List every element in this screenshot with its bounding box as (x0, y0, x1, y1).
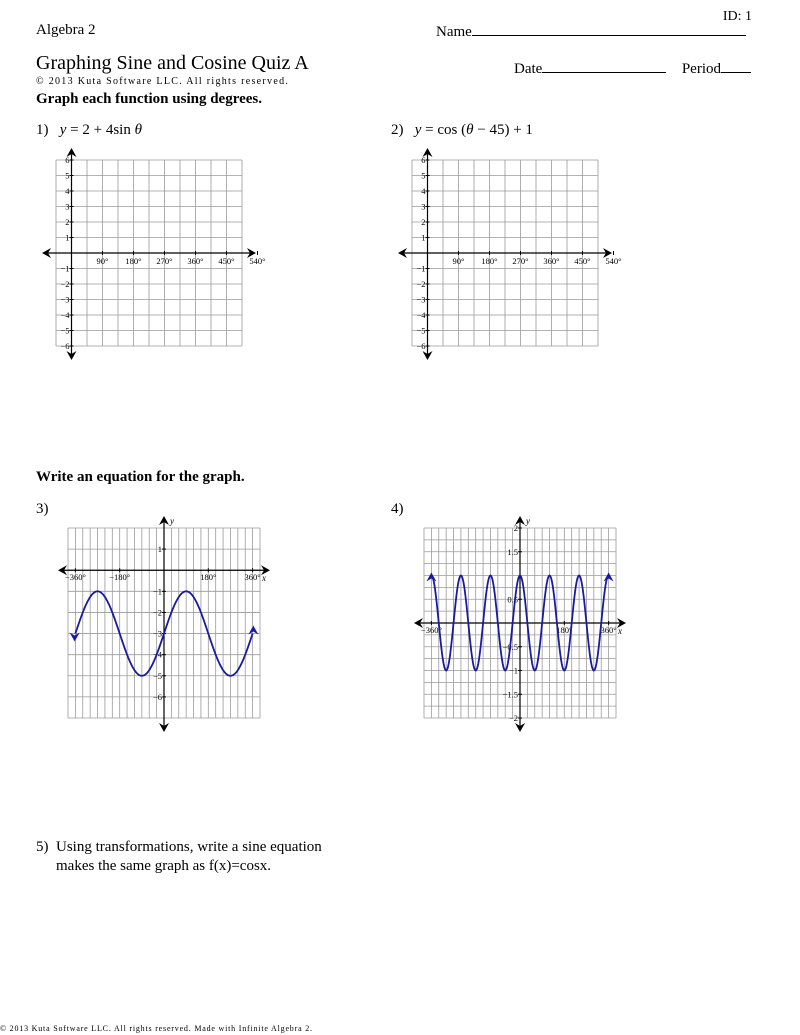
y-axis-label: y (170, 516, 174, 526)
problem-1-label (36, 122, 142, 139)
problem-5-line2: makes the same graph as f(x)=cosx. (56, 858, 272, 874)
name-blank[interactable] (472, 21, 746, 36)
x-tick-label: 360° (244, 572, 261, 583)
y-tick-label: −4 (416, 310, 426, 320)
eq-body: = 2 + 4sin (66, 122, 135, 138)
x-tick-label: 450° (574, 256, 591, 266)
eq-theta: θ (466, 122, 474, 138)
footer: © 2013 Kuta Software LLC. All rights reserved. Made with Infinite Algebra 2. (0, 1024, 313, 1033)
y-tick-label: −3 (152, 628, 162, 639)
y-tick-label: −1.5 (502, 689, 518, 700)
problem-5 (36, 838, 356, 876)
period-label: Period (681, 61, 721, 77)
x-tick-label: 540° (605, 256, 622, 266)
y-tick-label: 1.5 (507, 546, 518, 557)
y-tick-label: 1 (65, 232, 70, 243)
y-tick-label: −5 (152, 670, 162, 681)
eq-theta: θ (134, 122, 142, 138)
problem-1-graph-grid[interactable] (40, 148, 270, 368)
y-tick-label: 6 (65, 155, 70, 165)
y-tick-label: 2 (513, 523, 518, 533)
problem-number: 2) (391, 122, 404, 138)
problem-5-line1: Using transformations, write a sine equation (56, 839, 322, 855)
x-tick-label: 180° (481, 256, 498, 266)
y-tick-label: −4 (152, 649, 162, 660)
problem-1-equation (52, 122, 142, 138)
y-tick-label: 2 (65, 217, 70, 227)
eq-var: y (59, 122, 67, 138)
y-tick-label: −1 (152, 586, 162, 597)
y-tick-label: −3 (416, 294, 426, 305)
copyright: © 2013 Kuta Software LLC. All rights reserved. (36, 76, 290, 87)
x-tick-label: 540° (249, 256, 266, 266)
x-tick-label: 360° (543, 256, 560, 266)
y-tick-label: −1 (508, 665, 518, 676)
x-tick-label: 270° (156, 256, 173, 266)
name-label: Name (436, 24, 472, 40)
problem-3-graph (52, 512, 282, 742)
y-axis-label: y (526, 516, 530, 526)
problem-3-number: 3) (36, 501, 49, 517)
name-field[interactable] (436, 21, 746, 41)
y-tick-label: −1 (416, 263, 426, 274)
y-tick-label: −6 (152, 691, 162, 702)
x-tick-label: −360° (420, 625, 442, 635)
y-tick-label: 4 (421, 186, 426, 196)
problem-4-graph (408, 512, 638, 732)
x-tick-label: 360° (187, 256, 204, 266)
section1-instruction: Graph each function using degrees. (36, 91, 262, 107)
y-tick-label: −2 (416, 279, 426, 289)
problem-2-label (391, 122, 533, 139)
x-tick-label: 180° (556, 625, 573, 635)
problem-5-number: 5) (36, 839, 49, 855)
y-tick-label: −4 (60, 310, 70, 320)
eq-tail: − 45) + 1 (473, 122, 533, 138)
x-tick-label: 270° (512, 256, 529, 266)
y-tick-label: −5 (60, 325, 70, 336)
date-period-fields[interactable] (514, 58, 751, 78)
y-tick-label: 1 (157, 544, 162, 555)
y-tick-label: −6 (60, 341, 70, 351)
x-tick-label: 180° (125, 256, 142, 266)
y-tick-label: 3 (65, 201, 70, 212)
y-tick-label: −1 (60, 263, 70, 274)
y-tick-label: 1 (421, 232, 426, 243)
y-tick-label: 4 (65, 186, 70, 196)
y-tick-label: 3 (421, 201, 426, 212)
y-tick-label: −5 (416, 325, 426, 336)
y-tick-label: 0.5 (507, 594, 518, 605)
x-tick-label: 90° (452, 256, 465, 266)
eq-body: = cos ( (421, 122, 467, 138)
y-tick-label: −6 (416, 341, 426, 351)
period-blank[interactable] (721, 58, 751, 73)
y-tick-label: −2 (152, 607, 162, 618)
page-title: Graphing Sine and Cosine Quiz A (36, 52, 309, 74)
eq-var: y (414, 122, 422, 138)
y-tick-label: −3 (60, 294, 70, 305)
x-axis-label: x (262, 573, 266, 584)
x-tick-label: −360° (64, 572, 86, 583)
y-tick-label: −2 (60, 279, 70, 289)
problem-number: 1) (36, 122, 49, 138)
x-tick-label: 180° (200, 572, 217, 583)
date-label: Date (514, 61, 543, 77)
x-tick-label: 450° (218, 256, 235, 266)
x-axis-label: x (618, 626, 622, 636)
problem-2-graph-grid[interactable] (396, 148, 626, 368)
x-tick-label: −180° (109, 572, 131, 583)
worksheet-id: ID: 1 (722, 9, 752, 24)
y-tick-label: −0.5 (502, 641, 518, 652)
course-name: Algebra 2 (36, 22, 96, 38)
x-tick-label: 360° (600, 625, 617, 635)
y-tick-label: 5 (421, 170, 426, 181)
problem-2-equation (407, 122, 533, 138)
section2-instruction: Write an equation for the graph. (36, 469, 245, 485)
y-tick-label: 6 (421, 155, 426, 165)
y-tick-label: −2 (508, 713, 518, 723)
problem-4-number: 4) (391, 501, 404, 517)
x-tick-label: 90° (96, 256, 109, 266)
y-tick-label: 2 (421, 217, 426, 227)
y-tick-label: 5 (65, 170, 70, 181)
date-blank[interactable] (542, 58, 666, 73)
